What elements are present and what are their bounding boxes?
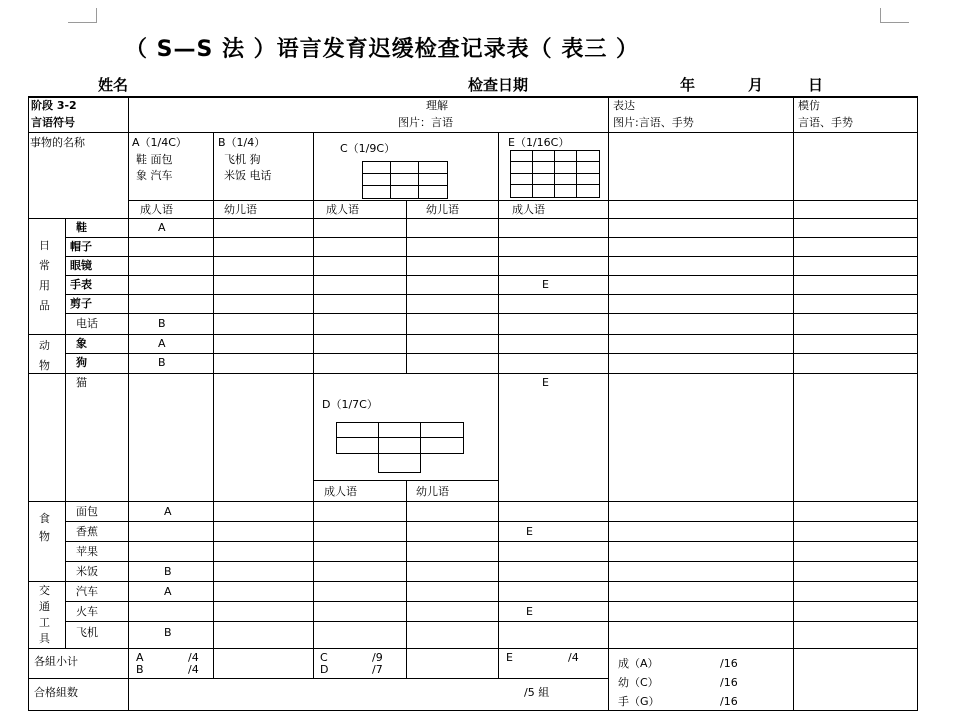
row-line: [65, 601, 918, 602]
row-line: [65, 256, 918, 257]
group-b-label: B（1/4）: [218, 136, 266, 149]
group-e-grid-line: [510, 184, 599, 185]
year-label: 年: [680, 76, 696, 94]
adult-total-label: 成（A）: [618, 657, 659, 670]
col-line: [406, 480, 407, 678]
object-name-label: 事物的名称: [30, 136, 85, 149]
item-hat: 帽子: [70, 240, 92, 253]
child-speech-header: 幼儿语: [416, 485, 449, 498]
child-speech-header: 幼儿语: [224, 203, 257, 216]
mark-a: A: [158, 221, 166, 234]
item-car: 汽车: [76, 585, 98, 598]
gesture-total-label: 手（G）: [618, 695, 660, 708]
col-line: [498, 132, 499, 678]
group-e-label: E（1/16C）: [508, 136, 570, 149]
group-daily-label: 日常用品: [39, 239, 50, 312]
subtotal-d-score: /7: [372, 663, 383, 676]
group-a-row2: 象 汽车: [136, 169, 173, 182]
subtotal-b: B: [136, 663, 144, 676]
item-glasses: 眼镜: [70, 259, 92, 272]
item-apple: 苹果: [76, 545, 98, 558]
item-rice: 米饭: [76, 565, 98, 578]
date-label: 检查日期: [468, 76, 529, 94]
item-cat: 猫: [76, 376, 87, 389]
item-elephant: 象: [76, 337, 87, 350]
row-line: [28, 373, 918, 374]
subtotal-d: D: [320, 663, 329, 676]
row-line: [65, 275, 918, 276]
group-c-grid-line: [362, 185, 447, 186]
mark-b: B: [158, 317, 166, 330]
subtotal-a-score: /4: [188, 651, 199, 664]
expression-sub-label: 图片:言语、手势: [613, 116, 694, 129]
group-e-grid-line: [510, 161, 599, 162]
picture-voice-label: 图片：言语: [398, 116, 453, 129]
row-line: [65, 237, 918, 238]
item-watch: 手表: [70, 278, 92, 291]
row-line: [65, 353, 918, 354]
col-line: [128, 96, 129, 710]
row-line: [65, 621, 918, 622]
imitation-label: 模仿: [798, 99, 820, 112]
mark-b: B: [164, 565, 172, 578]
mark-b: B: [158, 356, 166, 369]
corner-mark-left: [68, 8, 97, 23]
col-line: [406, 200, 407, 374]
group-c-label: C（1/9C）: [340, 142, 396, 155]
row-line: [28, 218, 918, 219]
row-line: [65, 561, 918, 562]
month-label: 月: [748, 76, 764, 94]
item-dog: 狗: [76, 356, 87, 369]
col-line: [313, 132, 314, 678]
group-c-grid-line: [362, 173, 447, 174]
row-line: [28, 581, 918, 582]
row-line: [28, 678, 608, 679]
group-d-grid: [336, 422, 464, 454]
row-line: [65, 521, 918, 522]
row-line: [128, 200, 918, 201]
item-bread: 面包: [76, 505, 98, 518]
subtotal-c: C: [320, 651, 328, 664]
subtotal-label: 各組小计: [34, 655, 78, 668]
document-title: （ S—S 法 ）语言发育迟缓检查记录表（ 表三 ）: [125, 37, 639, 62]
record-table: [28, 96, 918, 716]
mark-e: E: [542, 376, 549, 389]
row-line: [65, 313, 918, 314]
child-speech-header: 幼儿语: [426, 203, 459, 216]
group-d-label: D（1/7C）: [322, 398, 378, 411]
day-label: 日: [808, 76, 824, 94]
adult-speech-header: 成人语: [326, 203, 359, 216]
item-banana: 香蕉: [76, 525, 98, 538]
adult-speech-header: 成人语: [140, 203, 173, 216]
mark-e: E: [526, 525, 533, 538]
col-line: [917, 96, 918, 710]
group-e-grid-line: [510, 173, 599, 174]
row-line: [65, 541, 918, 542]
child-total-score: /16: [720, 676, 738, 689]
row-line: [28, 501, 918, 502]
adult-total-score: /16: [720, 657, 738, 670]
adult-speech-header: 成人语: [324, 485, 357, 498]
col-line: [608, 96, 609, 710]
mark-e: E: [542, 278, 549, 291]
group-d-grid-line: [420, 422, 421, 472]
group-d-grid-line: [378, 472, 421, 473]
verbal-symbol-label: 言语符号: [31, 116, 75, 129]
col-line: [213, 132, 214, 678]
mark-a: A: [164, 505, 172, 518]
gesture-total-score: /16: [720, 695, 738, 708]
expression-label: 表达: [613, 99, 635, 112]
group-b-row2: 米饭 电话: [224, 169, 272, 182]
group-c-grid: [362, 161, 448, 199]
child-total-label: 幼（C）: [618, 676, 659, 689]
mark-a: A: [164, 585, 172, 598]
group-d-grid-line: [336, 437, 463, 438]
col-line: [65, 218, 66, 648]
subtotal-c-score: /9: [372, 651, 383, 664]
group-d-grid-line: [378, 422, 379, 472]
mark-e: E: [526, 605, 533, 618]
row-line: [28, 710, 918, 711]
group-traffic-label: 交通工具: [39, 584, 50, 645]
pass-count-label: 合格組数: [34, 686, 78, 699]
col-line: [28, 96, 29, 710]
item-airplane: 飞机: [76, 626, 98, 639]
item-phone: 电话: [76, 317, 98, 330]
item-shoe: 鞋: [76, 221, 87, 234]
row-line: [28, 132, 918, 133]
row-line: [28, 648, 918, 649]
group-c-grid-line: [390, 161, 391, 198]
group-c-grid-line: [418, 161, 419, 198]
row-line: [28, 334, 918, 335]
group-a-row1: 鞋 面包: [136, 153, 173, 166]
imitation-sub-label: 言语、手势: [798, 116, 853, 129]
comprehension-label: 理解: [426, 99, 448, 112]
group-b-row1: 飞机 狗: [224, 153, 261, 166]
corner-mark-right: [880, 8, 909, 23]
subtotal-e: E: [506, 651, 513, 664]
subtotal-b-score: /4: [188, 663, 199, 676]
group-a-label: A（1/4C）: [132, 136, 187, 149]
row-line: [65, 294, 918, 295]
mark-b: B: [164, 626, 172, 639]
pass-count-score: /5 組: [524, 686, 550, 699]
mark-a: A: [158, 337, 166, 350]
group-food-label: 食物: [39, 512, 50, 543]
item-scissors: 剪子: [70, 297, 92, 310]
col-line: [793, 96, 794, 710]
row-line: [28, 96, 918, 98]
stage-label: 阶段 3-2: [31, 99, 77, 112]
group-e-grid: [510, 150, 600, 198]
group-animal-label: 动物: [39, 339, 50, 372]
subtotal-e-score: /4: [568, 651, 579, 664]
item-train: 火车: [76, 605, 98, 618]
adult-speech-header: 成人语: [512, 203, 545, 216]
subtotal-a: A: [136, 651, 144, 664]
name-label: 姓名: [98, 76, 129, 94]
